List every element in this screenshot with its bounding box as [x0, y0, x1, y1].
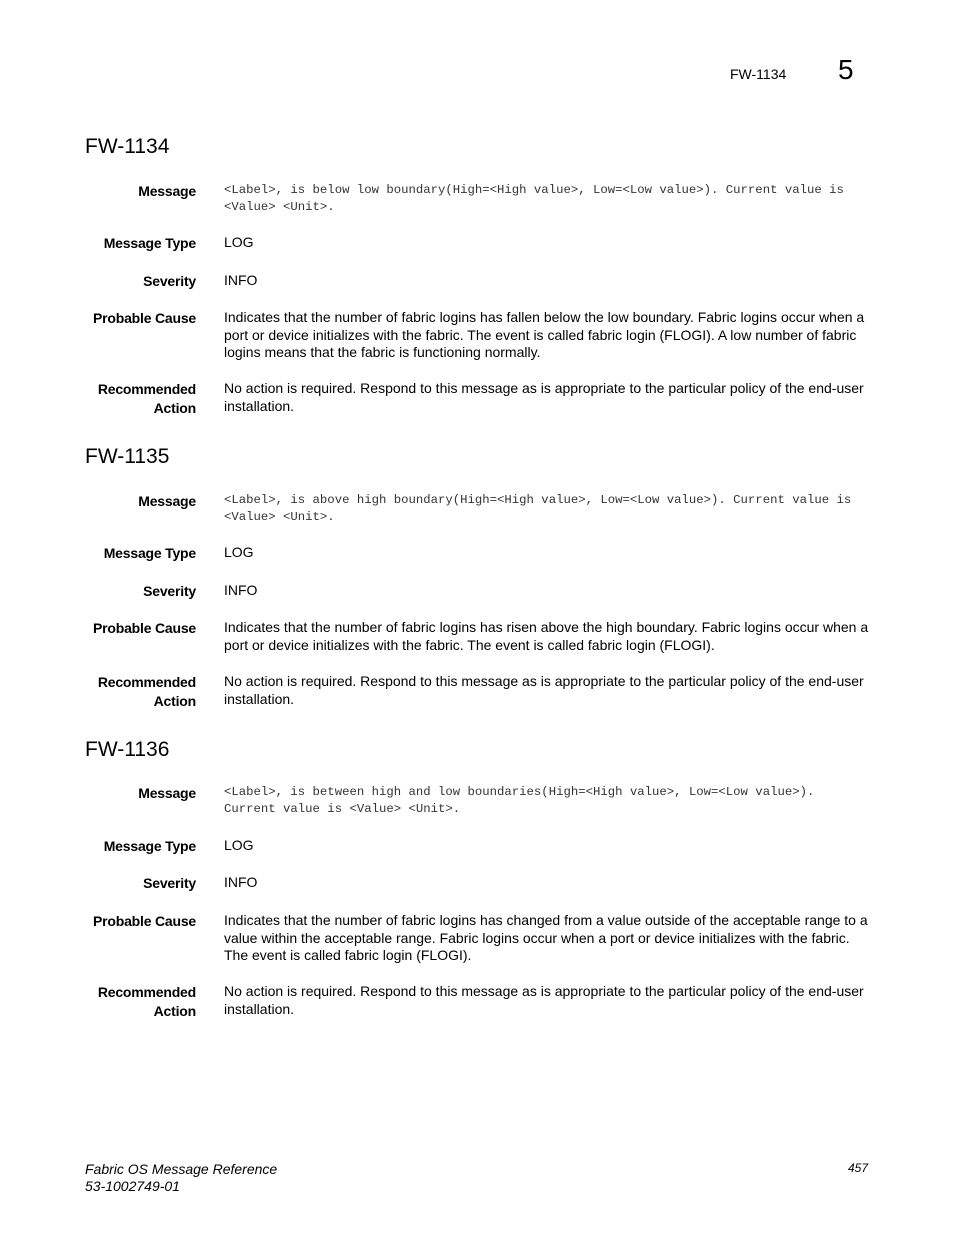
probable-cause-value: Indicates that the number of fabric logins has risen above the high boundary. Fabric logins occur when a port or device initializes with the fabric. The event is called fabric login (FLOGI).	[224, 619, 869, 653]
recommended-label-line2: Action	[153, 400, 196, 416]
chapter-number: 5	[838, 54, 854, 85]
section-title: FW-1135	[85, 445, 170, 468]
recommended-action-value: No action is required. Respond to this message as is appropriate to the particular policy of the end-user installation.	[224, 673, 864, 707]
footer-doc-title: Fabric OS Message Reference	[85, 1161, 278, 1177]
recommended-action-label	[56, 380, 196, 418]
message-type-value: LOG	[224, 837, 254, 853]
message-type-value: LOG	[224, 234, 254, 250]
severity-value: INFO	[224, 874, 258, 890]
recommended-label-line2: Action	[153, 1003, 196, 1019]
message-type-value: LOG	[224, 544, 254, 560]
message-type-label: Message Type	[103, 235, 196, 251]
message-type-label: Message Type	[103, 838, 196, 854]
running-header-title: FW-1134	[730, 66, 787, 82]
message-label: Message	[138, 183, 196, 199]
probable-cause-value: Indicates that the number of fabric logins has fallen below the low boundary. Fabric logins occur when a port or device initializes with the fabric. The event is called fabric login (FLOGI). A low number of fabric logins means that the fabric is functioning normally.	[224, 309, 865, 360]
message-value: <Label>, is below low boundary(High=<High value>, Low=<Low value>). Current value is <Value> <Unit>.	[224, 183, 844, 214]
page-number: 457	[848, 1161, 869, 1175]
message-value: <Label>, is between high and low boundaries(High=<High value>, Low=<Low value>). Current value is <Value> <Unit>.	[224, 785, 815, 816]
footer-doc-number: 53-1002749-01	[85, 1178, 180, 1194]
recommended-label-line2: Action	[153, 693, 196, 709]
footer-doc-info	[85, 1161, 277, 1195]
recommended-label-line1: Recommended	[97, 674, 196, 690]
section-title: FW-1134	[85, 135, 170, 158]
recommended-label-line1: Recommended	[97, 984, 196, 1000]
message-type-label: Message Type	[103, 545, 196, 561]
recommended-action-label	[56, 673, 196, 711]
probable-cause-label: Probable Cause	[92, 913, 196, 929]
probable-cause-label: Probable Cause	[92, 620, 196, 636]
recommended-action-label	[56, 983, 196, 1021]
severity-value: INFO	[224, 272, 258, 288]
message-label: Message	[138, 785, 196, 801]
probable-cause-value: Indicates that the number of fabric logins has changed from a value outside of the acceptable range to a value within the acceptable range. Fabric logins occur when a port or device initializes with the fabric. The event is called fabric login (FLOGI).	[224, 912, 868, 963]
recommended-label-line1: Recommended	[97, 381, 196, 397]
probable-cause-label: Probable Cause	[92, 310, 196, 326]
recommended-action-value: No action is required. Respond to this message as is appropriate to the particular policy of the end-user installation.	[224, 380, 864, 414]
message-value: <Label>, is above high boundary(High=<High value>, Low=<Low value>). Current value is <Value> <Unit>.	[224, 493, 852, 524]
severity-label: Severity	[143, 583, 196, 599]
severity-value: INFO	[224, 582, 258, 598]
message-label: Message	[138, 493, 196, 509]
recommended-action-value: No action is required. Respond to this message as is appropriate to the particular policy of the end-user installation.	[224, 983, 864, 1017]
section-title: FW-1136	[85, 738, 170, 761]
severity-label: Severity	[143, 273, 196, 289]
severity-label: Severity	[143, 875, 196, 891]
